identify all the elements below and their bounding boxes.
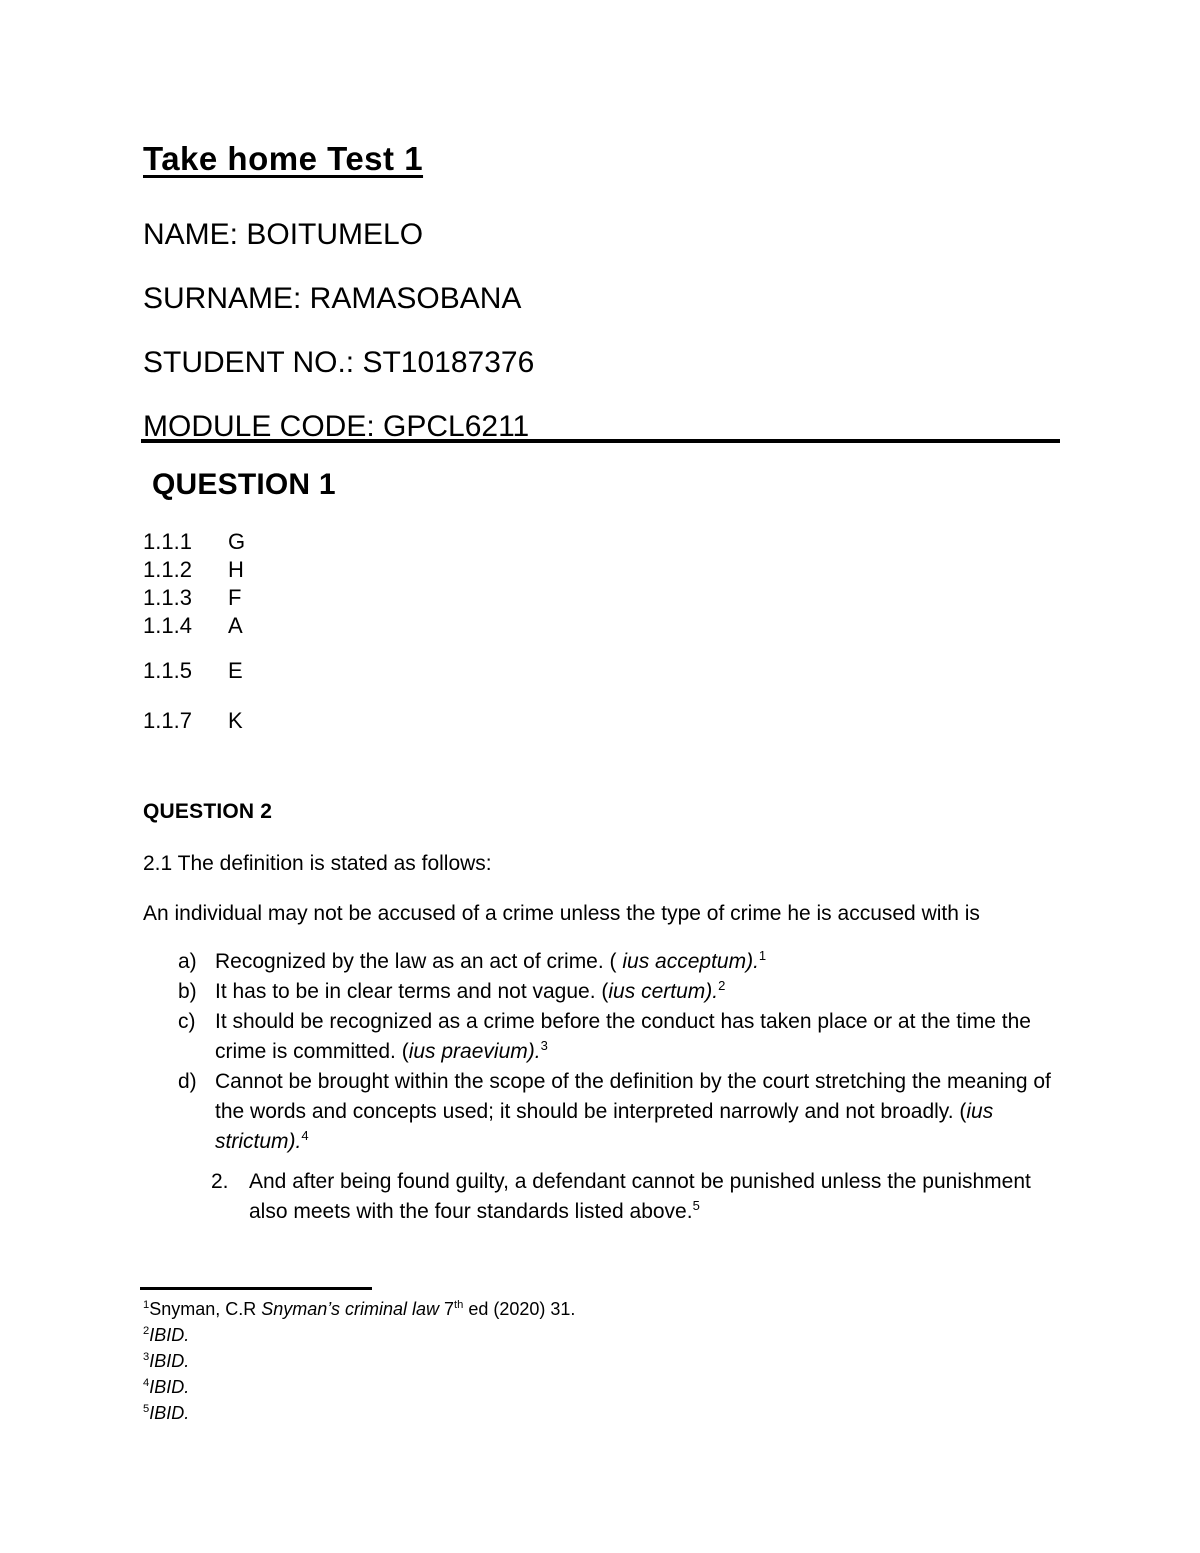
item-text: It should be recognized as a crime before the conduct has taken place or at the time the crime is committed. ( bbox=[215, 1010, 1031, 1063]
latin-term: ius praevium bbox=[408, 1040, 528, 1063]
definition-item-c bbox=[143, 1007, 1060, 1067]
field-name: NAME: BOITUMELO bbox=[143, 218, 424, 251]
footnote-ibid: IBID. bbox=[149, 1351, 190, 1371]
answer-number: 1.1.2 bbox=[143, 557, 192, 582]
footnote-ibid: IBID. bbox=[149, 1377, 190, 1397]
q2-intro: 2.1 The definition is stated as follows: bbox=[143, 852, 492, 875]
definition-item-b bbox=[143, 977, 1060, 1007]
answer-letter: K bbox=[228, 708, 243, 733]
item-close: ). bbox=[527, 1040, 541, 1063]
doc-title: Take home Test 1 bbox=[143, 140, 424, 177]
latin-term: ius strictum bbox=[215, 1100, 994, 1153]
footnote-edition-sup: th bbox=[454, 1299, 464, 1311]
item-marker: d) bbox=[178, 1070, 197, 1093]
footnote-author: Snyman, C.R bbox=[149, 1299, 262, 1319]
footnote-ibid: IBID. bbox=[149, 1403, 190, 1423]
footnote-edition: 7 bbox=[439, 1299, 455, 1319]
item-text: Recognized by the law as an act of crime. ( bbox=[215, 950, 623, 973]
field-module-code: MODULE CODE: GPCL6211 bbox=[143, 410, 530, 443]
footnote-1 bbox=[143, 1296, 1060, 1322]
answer-letter: A bbox=[228, 613, 243, 638]
field-student-no: STUDENT NO.: ST10187376 bbox=[143, 346, 535, 379]
field-surname: SURNAME: RAMASOBANA bbox=[143, 282, 522, 315]
answer-row bbox=[143, 528, 1060, 556]
latin-term: ius certum bbox=[608, 980, 706, 1003]
answer-number: 1.1.3 bbox=[143, 585, 192, 610]
question2-heading: QUESTION 2 bbox=[143, 800, 273, 823]
footnotes bbox=[143, 1296, 1060, 1426]
answer-row bbox=[143, 657, 1060, 685]
footnote-ref: 3 bbox=[540, 1038, 548, 1053]
answer-row bbox=[143, 612, 1060, 640]
question1-answers bbox=[143, 528, 1060, 735]
footnote-5 bbox=[143, 1400, 1060, 1426]
item-text: And after being found guilty, a defendant cannot be punished unless the punishment also meets with the four standards listed above. bbox=[249, 1170, 1031, 1223]
answer-letter: E bbox=[228, 658, 243, 683]
answer-number: 1.1.4 bbox=[143, 613, 192, 638]
answer-row bbox=[143, 556, 1060, 584]
answer-letter: F bbox=[228, 585, 242, 610]
footnote-marker: 2 bbox=[143, 1325, 150, 1337]
item-close: ). bbox=[288, 1130, 302, 1153]
item-marker: c) bbox=[178, 1010, 196, 1033]
latin-term: ius acceptum bbox=[622, 950, 747, 973]
footnote-ibid: IBID. bbox=[149, 1325, 190, 1345]
answer-letter: G bbox=[228, 529, 246, 554]
q2-lead: An individual may not be accused of a crime unless the type of crime he is accused with is bbox=[143, 902, 980, 925]
item-close: ). bbox=[705, 980, 719, 1003]
answer-number: 1.1.5 bbox=[143, 658, 192, 683]
footnote-3 bbox=[143, 1348, 1060, 1374]
answer-letter: H bbox=[228, 557, 244, 582]
footnote-rest: ed (2020) 31. bbox=[463, 1299, 576, 1319]
footnote-work-title: Snyman’s criminal law bbox=[261, 1299, 439, 1319]
definition-list bbox=[143, 947, 1060, 1157]
answer-row bbox=[143, 707, 1060, 735]
footnote-ref: 2 bbox=[718, 978, 726, 993]
question1-heading: QUESTION 1 bbox=[152, 468, 336, 501]
definition-item-d bbox=[143, 1067, 1060, 1157]
footnote-marker: 4 bbox=[143, 1377, 150, 1389]
answer-number: 1.1.1 bbox=[143, 529, 192, 554]
answer-number: 1.1.7 bbox=[143, 708, 192, 733]
numbered-conclusion bbox=[143, 1167, 1060, 1227]
footnote-separator bbox=[140, 1287, 372, 1290]
item-text: It has to be in clear terms and not vague. ( bbox=[215, 980, 609, 1003]
definition-item-a bbox=[143, 947, 1060, 977]
item-text: Cannot be brought within the scope of the definition by the court stretching the meaning of the words and concepts used; it should be interpreted narrowly and not broadly. ( bbox=[215, 1070, 1051, 1123]
item-marker: 2. bbox=[211, 1170, 229, 1193]
item-marker: b) bbox=[178, 980, 197, 1003]
item-marker: a) bbox=[178, 950, 197, 973]
footnote-marker: 1 bbox=[143, 1299, 150, 1311]
footnote-ref: 5 bbox=[692, 1198, 700, 1213]
footnote-ref: 4 bbox=[301, 1128, 309, 1143]
footnote-marker: 5 bbox=[143, 1403, 150, 1415]
footnote-2 bbox=[143, 1322, 1060, 1348]
answer-row bbox=[143, 584, 1060, 612]
footnote-marker: 3 bbox=[143, 1351, 150, 1363]
footnote-4 bbox=[143, 1374, 1060, 1400]
item-close: ). bbox=[746, 950, 759, 973]
footnote-ref: 1 bbox=[758, 948, 767, 963]
